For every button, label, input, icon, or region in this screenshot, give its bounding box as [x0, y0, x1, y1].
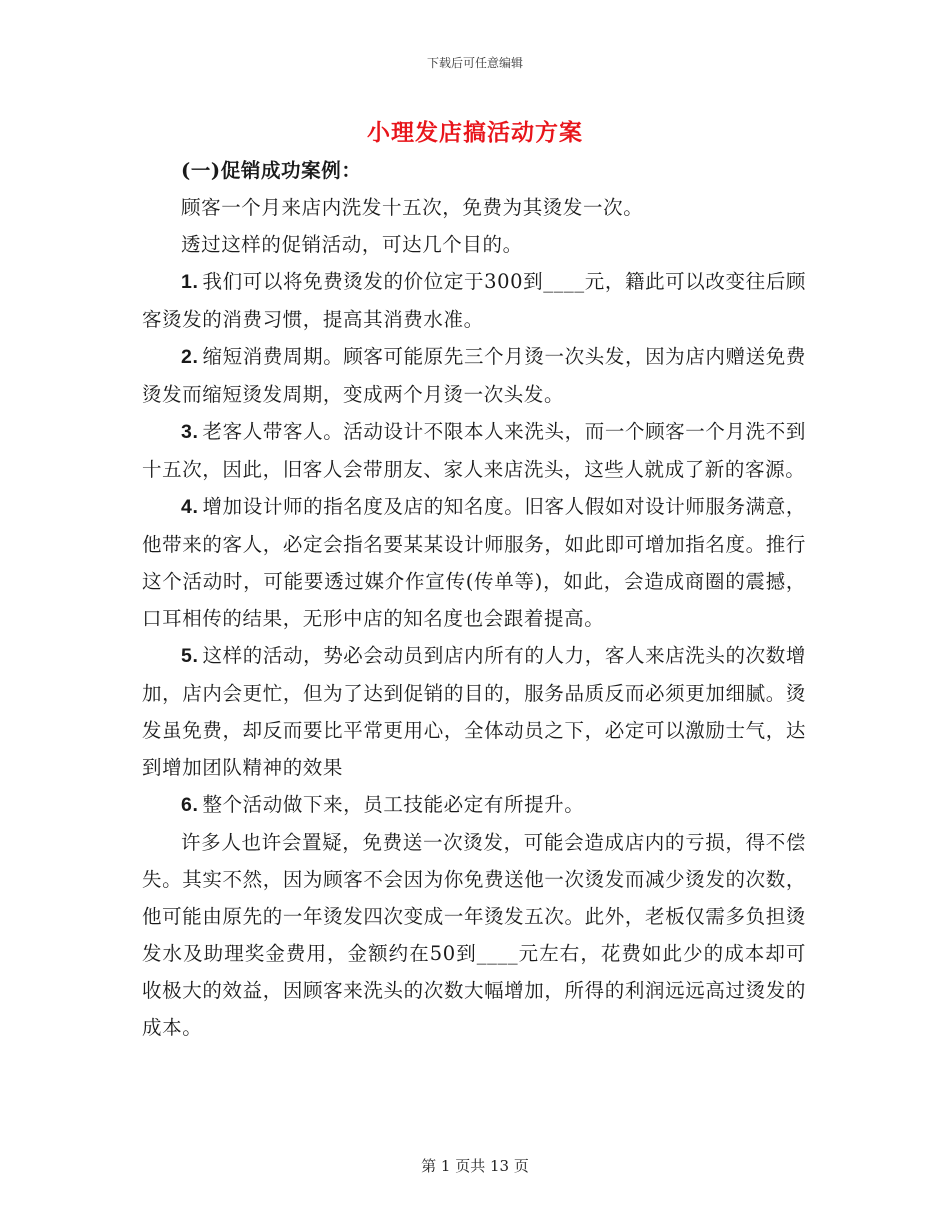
list-item-text: 这样的活动，势必会动员到店内所有的人力，客人来店洗头的次数增加，店内会更忙，但为了达到促销的目的，服务品质反而必须更加细腻。烫发虽免费，却反而要比平常更用心，全体动员之下，必定可以激励士气，达到增加团队精神的效果 [142, 644, 806, 779]
list-item [142, 413, 806, 488]
page-footer: 第 1 页共 13 页 [421, 1157, 529, 1175]
paragraph-text: 顾客一个月来店内洗发十五次，免费为其烫发一次。 [181, 196, 644, 219]
document-title: 小理发店搞活动方案 [367, 119, 583, 146]
paragraph [142, 824, 806, 1046]
paragraph-text: 透过这样的促销活动，可达几个目的。 [181, 233, 523, 256]
list-item-text: 缩短消费周期。顾客可能原先三个月烫一次头发，因为店内赠送免费烫发而缩短烫发周期，变成两个月烫一次头发。 [142, 345, 806, 406]
list-item-number: 3. [181, 421, 199, 443]
list-item-number: 5. [181, 645, 199, 667]
document-body [142, 152, 806, 1046]
list-item-number: 4. [181, 496, 199, 518]
paragraph [142, 189, 806, 226]
paragraph [142, 226, 806, 263]
list-item [142, 637, 806, 786]
list-item [142, 263, 806, 338]
list-item-number: 2. [181, 346, 199, 368]
header-note: 下载后可任意编辑 [426, 56, 523, 70]
list-item-number: 1. [181, 271, 199, 293]
list-item [142, 338, 806, 413]
list-item-number: 6. [181, 794, 199, 816]
paragraph-text: 许多人也许会置疑，免费送一次烫发，可能会造成店内的亏损，得不偿失。其实不然，因为顾客不会因为你免费送他一次烫发而减少烫发的次数，他可能由原先的一年烫发四次变成一年烫发五次。此外，老板仅需多负担烫发水及助理奖金费用，金额约在50到____元左右，花费如此少的成本却可收极大的效益，因顾客来洗头的次数大幅增加，所得的利润远远高过烫发的成本。 [142, 831, 806, 1039]
list-item [142, 786, 806, 824]
list-item [142, 488, 806, 637]
list-item-text: 老客人带客人。活动设计不限本人来洗头，而一个顾客一个月洗不到十五次，因此，旧客人会带朋友、家人来店洗头，这些人就成了新的客源。 [142, 420, 806, 481]
list-item-text: 我们可以将免费烫发的价位定于300到____元，籍此可以改变往后顾客烫发的消费习惯，提高其消费水准。 [142, 270, 806, 331]
list-item-text: 整个活动做下来，员工技能必定有所提升。 [202, 793, 585, 816]
list-item-text: 增加设计师的指名度及店的知名度。旧客人假如对设计师服务满意，他带来的客人，必定会指名要某某设计师服务，如此即可增加指名度。推行这个活动时，可能要透过媒介作宣传(传单等)，如此，会造成商圈的震撼，口耳相传的结果，无形中店的知名度也会跟着提高。 [142, 495, 806, 630]
section-heading: (一)促销成功案例： [181, 159, 362, 182]
